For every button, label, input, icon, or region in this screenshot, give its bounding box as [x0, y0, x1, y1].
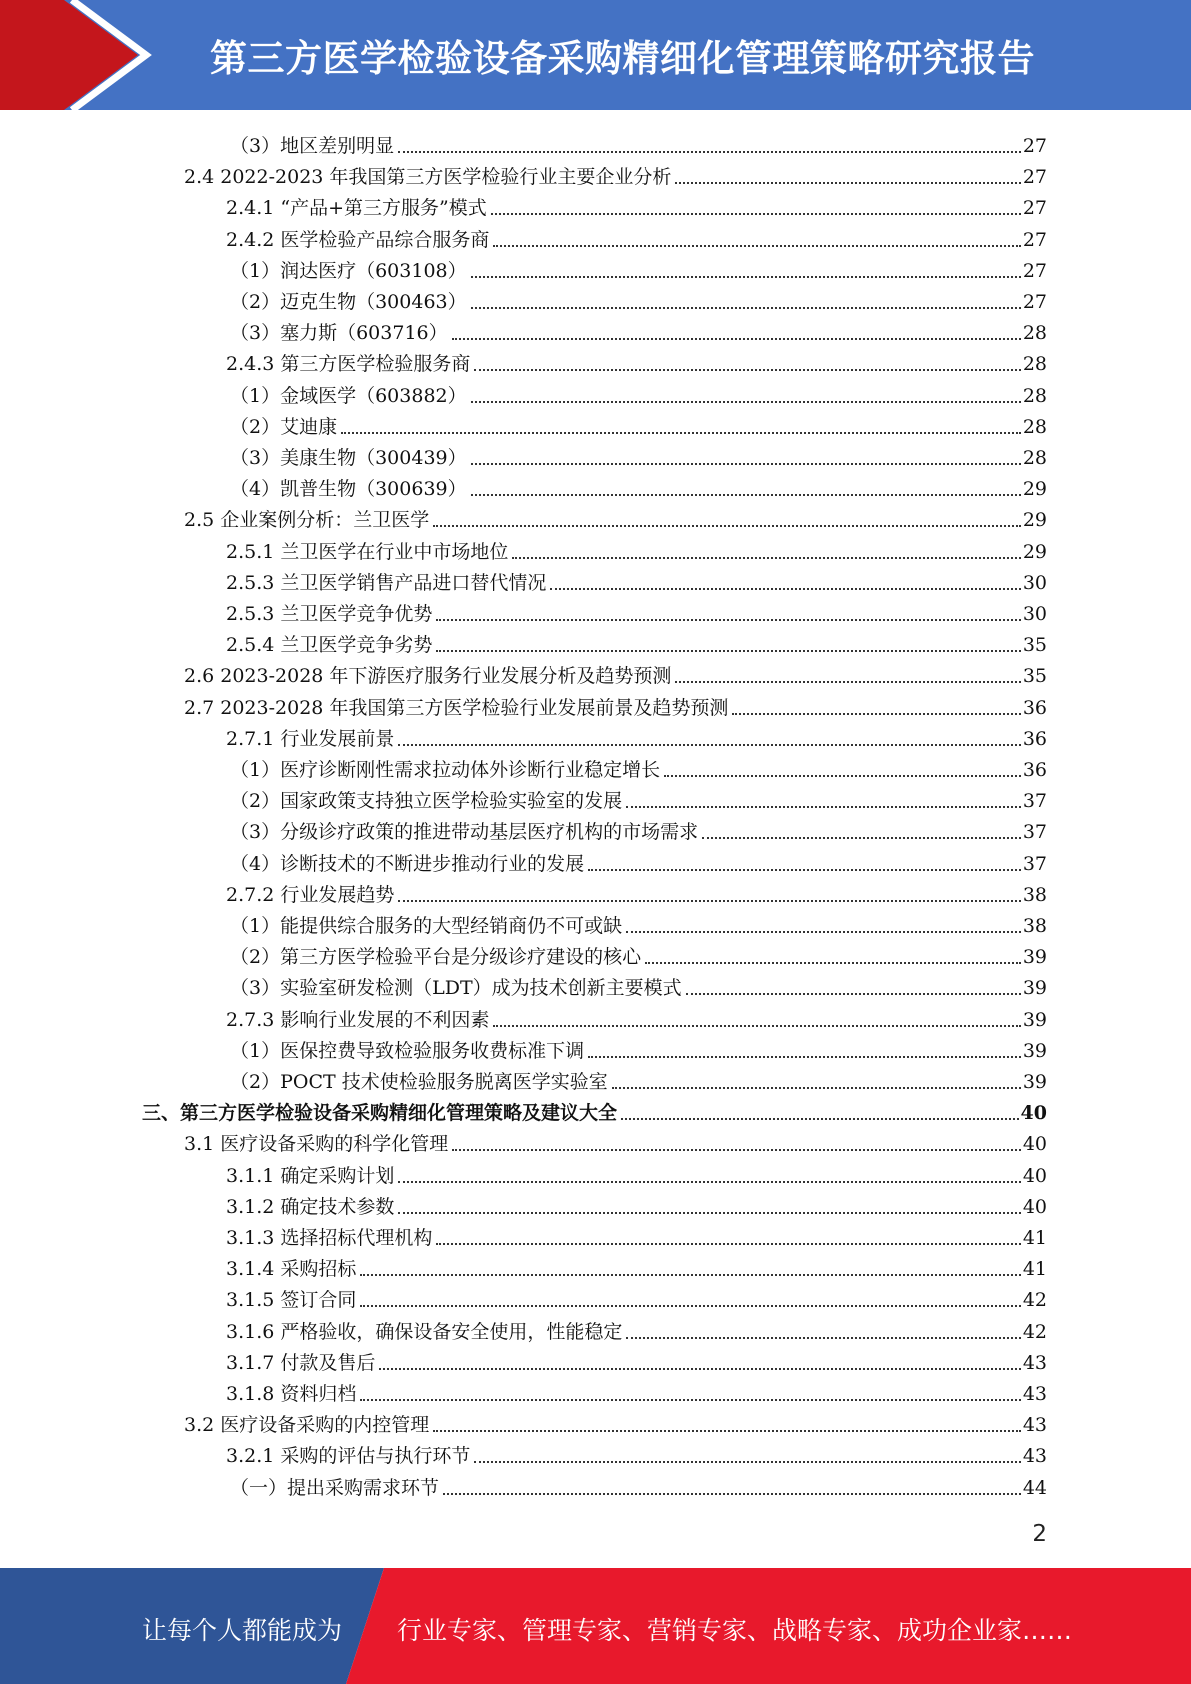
toc-dot-leader — [626, 806, 1021, 808]
footer-banner — [0, 1568, 1191, 1684]
toc-dot-leader — [471, 494, 1021, 496]
toc-entry-label: （1）金域医学（603882） — [230, 385, 467, 407]
toc-entry[interactable] — [226, 1189, 1047, 1220]
toc-entry-label: 2.7.3 影响行业发展的不利因素 — [226, 1009, 490, 1031]
toc-entry-page: 27 — [1022, 166, 1047, 188]
toc-entry-page: 37 — [1022, 790, 1047, 812]
toc-entry-label: 2.7 2023-2028 年我国第三方医学检验行业发展前景及趋势预测 — [184, 697, 729, 719]
toc-entry-page: 27 — [1022, 291, 1047, 313]
toc-dot-leader — [379, 1368, 1020, 1370]
toc-dot-leader — [493, 245, 1020, 247]
toc-entry[interactable] — [230, 253, 1047, 284]
toc-dot-leader — [588, 1056, 1021, 1058]
toc-entry[interactable] — [226, 1251, 1047, 1282]
toc-entry[interactable] — [142, 1095, 1047, 1126]
toc-entry-page: 27 — [1022, 260, 1047, 282]
toc-entry-label: （2）国家政策支持独立医学检验实验室的发展 — [230, 790, 623, 812]
toc-entry-page: 30 — [1022, 572, 1047, 594]
toc-entry[interactable] — [230, 128, 1047, 159]
toc-entry-page: 39 — [1022, 977, 1047, 999]
toc-dot-leader — [452, 338, 1021, 340]
toc-entry-label: 2.5 企业案例分析：兰卫医学 — [184, 509, 430, 531]
toc-entry[interactable] — [230, 970, 1047, 1001]
toc-entry-label: 2.5.3 兰卫医学竞争优势 — [226, 603, 433, 625]
toc-entry[interactable] — [226, 721, 1047, 752]
footer-slogan-right: 行业专家、管理专家、营销专家、战略专家、成功企业家…… — [397, 1616, 1073, 1645]
toc-entry[interactable] — [184, 502, 1047, 533]
toc-dot-leader — [436, 619, 1020, 621]
toc-entry-label: 3.1.6 严格验收，确保设备安全使用，性能稳定 — [226, 1321, 623, 1343]
toc-entry-page: 39 — [1022, 1009, 1047, 1031]
toc-dot-leader — [360, 1274, 1020, 1276]
toc-entry-label: 3.1 医疗设备采购的科学化管理 — [184, 1133, 449, 1155]
toc-dot-leader — [493, 1025, 1020, 1027]
toc-entry-label: 3.2 医疗设备采购的内控管理 — [184, 1414, 430, 1436]
toc-entry-page: 35 — [1022, 665, 1047, 687]
toc-entry-label: （2）POCT 技术使检验服务脱离医学实验室 — [230, 1071, 608, 1093]
header-band — [0, 0, 1191, 110]
toc-entry-page: 39 — [1022, 1040, 1047, 1062]
toc-entry-page: 43 — [1022, 1383, 1047, 1405]
toc-entry-label: （3）塞力斯（603716） — [230, 322, 448, 344]
toc-entry[interactable] — [226, 565, 1047, 596]
toc-dot-leader — [550, 588, 1020, 590]
toc-entry[interactable] — [226, 534, 1047, 565]
toc-dot-leader — [491, 213, 1021, 215]
toc-dot-leader — [433, 1430, 1021, 1432]
toc-entry-label: 2.4.3 第三方医学检验服务商 — [226, 353, 471, 375]
toc-entry[interactable] — [184, 159, 1047, 190]
toc-entry-label: 3.2.1 采购的评估与执行环节 — [226, 1445, 471, 1467]
toc-entry-page: 27 — [1022, 197, 1047, 219]
toc-entry[interactable] — [230, 1033, 1047, 1064]
toc-entry-page: 39 — [1022, 1071, 1047, 1093]
toc-dot-leader — [360, 1399, 1020, 1401]
toc-entry-label: （3）地区差别明显 — [230, 135, 395, 157]
toc-entry[interactable] — [230, 1470, 1047, 1501]
toc-entry-page: 35 — [1022, 634, 1047, 656]
toc-entry-label: 2.4 2022-2023 年我国第三方医学检验行业主要企业分析 — [184, 166, 672, 188]
toc-entry-page: 27 — [1022, 229, 1047, 251]
toc-entry-label: 3.1.5 签订合同 — [226, 1289, 357, 1311]
toc-dot-leader — [471, 401, 1021, 403]
toc-entry-page: 36 — [1022, 728, 1047, 750]
toc-entry-label: 2.6 2023-2028 年下游医疗服务行业发展分析及趋势预测 — [184, 665, 672, 687]
toc-entry-label: 3.1.2 确定技术参数 — [226, 1196, 395, 1218]
toc-dot-leader — [452, 1149, 1021, 1151]
toc-entry-label: （一）提出采购需求环节 — [230, 1477, 440, 1499]
toc-entry-label: （2）迈克生物（300463） — [230, 291, 467, 313]
toc-entry-label: 2.4.2 医学检验产品综合服务商 — [226, 229, 490, 251]
toc-entry[interactable] — [226, 1314, 1047, 1345]
toc-entry-page: 27 — [1022, 135, 1047, 157]
toc-entry-page: 41 — [1022, 1227, 1047, 1249]
toc-entry[interactable] — [230, 783, 1047, 814]
toc-entry[interactable] — [184, 1126, 1047, 1157]
toc-dot-leader — [474, 1461, 1020, 1463]
toc-entry-label: （3）美康生物（300439） — [230, 447, 467, 469]
toc-entry-page: 37 — [1022, 821, 1047, 843]
toc-entry-page: 30 — [1022, 603, 1047, 625]
toc-entry-label: 3.1.7 付款及售后 — [226, 1352, 376, 1374]
toc-entry-label: （1）医保控费导致检验服务收费标准下调 — [230, 1040, 585, 1062]
toc-entry[interactable] — [184, 1407, 1047, 1438]
toc-entry-page: 29 — [1022, 478, 1047, 500]
toc-entry-page: 43 — [1022, 1414, 1047, 1436]
document-title: 第三方医学检验设备采购精细化管理策略研究报告 — [210, 37, 1035, 80]
toc-entry-label: 2.5.3 兰卫医学销售产品进口替代情况 — [226, 572, 547, 594]
toc-entry[interactable] — [230, 814, 1047, 845]
toc-entry-page: 44 — [1022, 1477, 1047, 1499]
toc-entry-label: 2.7.2 行业发展趋势 — [226, 884, 395, 906]
toc-entry-page: 36 — [1022, 759, 1047, 781]
toc-dot-leader — [626, 1337, 1020, 1339]
toc-entry-page: 38 — [1022, 915, 1047, 937]
toc-entry-label: （4）诊断技术的不断进步推动行业的发展 — [230, 853, 585, 875]
toc-entry-label: （2）艾迪康 — [230, 416, 338, 438]
toc-entry-page: 28 — [1022, 447, 1047, 469]
toc-dot-leader — [341, 432, 1021, 434]
toc-entry[interactable] — [226, 1158, 1047, 1189]
toc-entry[interactable] — [226, 190, 1047, 221]
toc-dot-leader — [471, 307, 1021, 309]
toc-entry-page: 42 — [1022, 1289, 1047, 1311]
toc-entry-label: 2.7.1 行业发展前景 — [226, 728, 395, 750]
toc-dot-leader — [626, 931, 1021, 933]
toc-entry[interactable] — [226, 222, 1047, 253]
toc-dot-leader — [612, 1087, 1021, 1089]
toc-entry-label: 2.5.4 兰卫医学竞争劣势 — [226, 634, 433, 656]
toc-entry-label: 2.4.1 “产品+第三方服务”模式 — [226, 197, 487, 219]
toc-entry-page: 37 — [1022, 853, 1047, 875]
toc-entry-label: 3.1.4 采购招标 — [226, 1258, 357, 1280]
toc-entry[interactable] — [226, 1376, 1047, 1407]
toc-dot-leader — [588, 869, 1021, 871]
toc-dot-leader — [686, 993, 1021, 995]
toc-entry[interactable] — [230, 939, 1047, 970]
toc-dot-leader — [675, 681, 1020, 683]
toc-dot-leader — [360, 1305, 1020, 1307]
toc-entry-label: （3）实验室研发检测（LDT）成为技术创新主要模式 — [230, 977, 682, 999]
toc-entry-label: 2.5.1 兰卫医学在行业中市场地位 — [226, 541, 509, 563]
toc-entry-page: 28 — [1022, 385, 1047, 407]
toc-entry-page: 28 — [1022, 353, 1047, 375]
toc-entry[interactable] — [230, 315, 1047, 346]
toc-entry-label: （4）凯普生物（300639） — [230, 478, 467, 500]
toc-entry-page: 39 — [1022, 946, 1047, 968]
toc-entry-page: 38 — [1022, 884, 1047, 906]
toc-entry[interactable] — [230, 378, 1047, 409]
page-number: 2 — [1032, 1521, 1047, 1547]
toc-entry[interactable] — [230, 846, 1047, 877]
toc-dot-leader — [398, 744, 1020, 746]
toc-entry-page: 40 — [1020, 1102, 1047, 1124]
toc-entry-label: 3.1.1 确定采购计划 — [226, 1165, 395, 1187]
toc-entry[interactable] — [230, 471, 1047, 502]
toc-entry[interactable] — [230, 908, 1047, 939]
toc-dot-leader — [664, 775, 1021, 777]
toc-dot-leader — [436, 1243, 1020, 1245]
toc-entry[interactable] — [226, 877, 1047, 908]
toc-entry-page: 40 — [1022, 1165, 1047, 1187]
toc-entry[interactable] — [230, 440, 1047, 471]
footer-slogan-left: 让每个人都能成为 — [142, 1616, 343, 1645]
toc-entry[interactable] — [226, 627, 1047, 658]
toc-dot-leader — [732, 713, 1020, 715]
toc-dot-leader — [702, 837, 1021, 839]
toc-entry[interactable] — [226, 1002, 1047, 1033]
toc-entry[interactable] — [230, 409, 1047, 440]
toc-entry[interactable] — [226, 1345, 1047, 1376]
toc-entry-page: 43 — [1022, 1352, 1047, 1374]
toc-entry[interactable] — [226, 1438, 1047, 1469]
toc-entry-page: 41 — [1022, 1258, 1047, 1280]
toc-dot-leader — [471, 276, 1021, 278]
toc-dot-leader — [398, 151, 1021, 153]
toc-entry-page: 40 — [1022, 1133, 1047, 1155]
toc-entry[interactable] — [184, 658, 1047, 689]
toc-entry-label: （3）分级诊疗政策的推进带动基层医疗机构的市场需求 — [230, 821, 699, 843]
toc-entry-page: 28 — [1022, 416, 1047, 438]
toc-dot-leader — [512, 557, 1020, 559]
toc-dot-leader — [436, 650, 1020, 652]
toc-entry-label: （1）能提供综合服务的大型经销商仍不可或缺 — [230, 915, 623, 937]
toc-entry-page: 36 — [1022, 697, 1047, 719]
toc-entry-label: 3.1.8 资料归档 — [226, 1383, 357, 1405]
toc-entry[interactable] — [226, 1220, 1047, 1251]
toc-entry[interactable] — [230, 752, 1047, 783]
toc-dot-leader — [398, 900, 1020, 902]
toc-entry[interactable] — [230, 284, 1047, 315]
toc-dot-leader — [675, 182, 1020, 184]
toc-entry[interactable] — [226, 346, 1047, 377]
toc-entry-page: 29 — [1022, 541, 1047, 563]
toc-entry-page: 28 — [1022, 322, 1047, 344]
toc-dot-leader — [474, 369, 1020, 371]
toc-entry-label: 三、第三方医学检验设备采购精细化管理策略及建议大全 — [142, 1102, 618, 1124]
toc-entry-page: 42 — [1022, 1321, 1047, 1343]
toc-entry-page: 40 — [1022, 1196, 1047, 1218]
toc-dot-leader — [398, 1181, 1020, 1183]
toc-entry[interactable] — [230, 1064, 1047, 1095]
toc-entry-page: 43 — [1022, 1445, 1047, 1467]
toc-dot-leader — [645, 962, 1021, 964]
toc-dot-leader — [433, 525, 1021, 527]
toc-entry[interactable] — [226, 596, 1047, 627]
toc-dot-leader — [471, 463, 1021, 465]
toc-entry-page: 29 — [1022, 509, 1047, 531]
toc-dot-leader — [398, 1212, 1020, 1214]
toc-entry-label: （2）第三方医学检验平台是分级诊疗建设的核心 — [230, 946, 642, 968]
toc-entry[interactable] — [184, 690, 1047, 721]
toc-dot-leader — [621, 1118, 1019, 1120]
toc-dot-leader — [443, 1493, 1021, 1495]
header-arrow-icon — [0, 0, 160, 110]
toc-entry-label: 3.1.3 选择招标代理机构 — [226, 1227, 433, 1249]
toc-entry[interactable] — [226, 1282, 1047, 1313]
toc-entry-label: （1）润达医疗（603108） — [230, 260, 467, 282]
toc-entry-label: （1）医疗诊断刚性需求拉动体外诊断行业稳定增长 — [230, 759, 661, 781]
